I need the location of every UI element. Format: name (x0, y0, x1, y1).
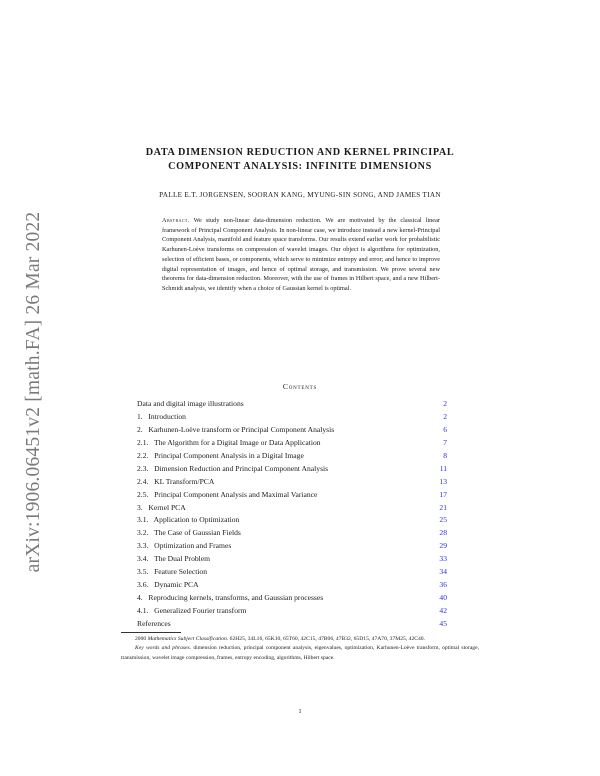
toc-page-link[interactable]: 42 (439, 606, 447, 615)
toc-entry[interactable] (137, 592, 447, 605)
toc-page-link[interactable]: 8 (443, 450, 447, 460)
msc-footnote (121, 635, 479, 644)
paper-title (120, 146, 480, 174)
toc-entry-label: 2.5. Principal Component Analysis and Maximal Variance (137, 489, 318, 499)
toc-entry[interactable] (137, 514, 447, 527)
abstract-text: We study non-linear data-dimension reduction. We are motivated by the classical linear framework of Principal Component Analysis. In non-linear case, we introduce instead a new kernel-Principal Component Analysis, manifold and feature space transforms. Our results extend earlier work for probabilistic Karhunen-Loève transforms on compression of wavelet images. Our object is algorithms for optimization, selection of efficient bases, or components, which serve to minimize entropy and error; and hence to improve digital representation of images, and hence of optimal storage, and transmission. We prove several new theorems for data-dimension reduction. Moreover, with the use of frames in Hilbert space, and a new Hilbert-Schmidt analysis, we identify when a choice of Gaussian kernel is optimal. (162, 217, 440, 292)
table-of-contents (137, 398, 447, 631)
footnote-rule (121, 632, 181, 633)
toc-entry-label: 2.2. Principal Component Analysis in a Digital Image (137, 450, 304, 460)
toc-entry[interactable] (137, 553, 447, 566)
toc-entry-label: 3. Kernel PCA (137, 502, 186, 512)
toc-entry[interactable] (137, 502, 447, 515)
toc-entry-label: 2.4. KL Transform/PCA (137, 476, 215, 486)
toc-entry-label: References (137, 618, 171, 628)
toc-page-link[interactable]: 17 (439, 489, 447, 499)
toc-entry[interactable] (137, 398, 447, 411)
footnote (121, 635, 479, 663)
toc-entry-label: 3.2. The Case of Gaussian Fields (137, 528, 241, 538)
abstract (162, 216, 440, 294)
toc-entry[interactable] (137, 437, 447, 450)
keywords-text: dimension reduction, principal component analysis, eigenvalues, optimization, Karhunen-Loève transform, optimal storage, transmission, wavelet image compression, frames, entropy encoding, algorithms, Hilbert space. (121, 645, 479, 661)
toc-page-link[interactable]: 34 (439, 567, 447, 577)
toc-entry[interactable] (137, 579, 447, 592)
title-line-1: DATA DIMENSION REDUCTION AND KERNEL PRINCIPAL (145, 147, 455, 158)
toc-page-link[interactable]: 21 (439, 502, 447, 512)
toc-entry-label: 3.1. Application to Optimization (137, 515, 240, 525)
toc-entry[interactable] (137, 463, 447, 476)
toc-entry-label: 3.6. Dynamic PCA (137, 580, 199, 590)
toc-entry-label: 2.3. Dimension Reduction and Principal Component Analysis (137, 463, 329, 473)
toc-page-link[interactable]: 33 (439, 554, 447, 564)
toc-entry[interactable] (137, 476, 447, 489)
toc-page-link[interactable]: 11 (439, 463, 447, 473)
toc-entry-label: 2.1. The Algorithm for a Digital Image or Data Application (137, 437, 321, 447)
toc-page-link[interactable]: 2 (443, 411, 447, 421)
toc-page-link[interactable]: 29 (439, 541, 447, 551)
toc-page-link[interactable]: 7 (443, 437, 447, 447)
toc-entry-label: 2. Karhunen-Loève transform or Principal Component Analysis (137, 424, 335, 434)
toc-entry-label: 1. Introduction (137, 411, 186, 421)
keywords-label: Key words and phrases. (135, 645, 192, 652)
abstract-label: Abstract. (162, 217, 190, 224)
author-list: PALLE E.T. JORGENSEN, SOORAN KANG, MYUNG-SIN SONG, AND JAMES TIAN (159, 191, 441, 199)
contents-heading: Contents (282, 382, 318, 391)
toc-page-link[interactable]: 6 (443, 424, 447, 434)
page-number: 1 (298, 708, 302, 715)
arxiv-stamp: arXiv:1906.06451v2 [math.FA] 26 Mar 2022 (23, 211, 44, 573)
toc-page-link[interactable]: 25 (439, 515, 447, 525)
toc-entry-label: 3.3. Optimization and Frames (137, 541, 232, 551)
toc-page-link[interactable]: 45 (439, 618, 447, 628)
toc-entry[interactable] (137, 450, 447, 463)
toc-entry-label: 4.1. Generalized Fourier transform (137, 606, 247, 615)
toc-entry[interactable] (137, 411, 447, 424)
toc-entry-label: 3.4. The Dual Problem (137, 554, 211, 564)
msc-label: Mathematics Subject Classification. (147, 636, 229, 642)
toc-entry-label: 4. Reproducing kernels, transforms, and Gaussian processes (137, 593, 324, 603)
toc-entry[interactable] (137, 424, 447, 437)
toc-entry[interactable] (137, 566, 447, 579)
msc-codes: 62H25, 34L16, 65K10, 65T60, 42C15, 47B06, 47B32, 65D15, 47A70, 37M25, 42C40. (229, 636, 425, 642)
toc-entry[interactable] (137, 489, 447, 502)
toc-entry[interactable] (137, 527, 447, 540)
toc-entry-label: Data and digital image illustrations (137, 399, 244, 408)
toc-entry[interactable] (137, 540, 447, 553)
title-line-2: COMPONENT ANALYSIS: INFINITE DIMENSIONS (168, 161, 432, 172)
toc-entry[interactable] (137, 605, 447, 618)
toc-entry[interactable] (137, 618, 447, 631)
toc-page-link[interactable]: 40 (439, 593, 447, 603)
toc-page-link[interactable]: 28 (439, 528, 447, 538)
toc-entry-label: 3.5. Feature Selection (137, 567, 208, 577)
toc-page-link[interactable]: 36 (439, 580, 447, 590)
msc-year: 2000 (135, 636, 147, 642)
toc-page-link[interactable]: 2 (443, 399, 447, 408)
toc-page-link[interactable]: 13 (439, 476, 447, 486)
keywords-footnote (121, 644, 479, 663)
